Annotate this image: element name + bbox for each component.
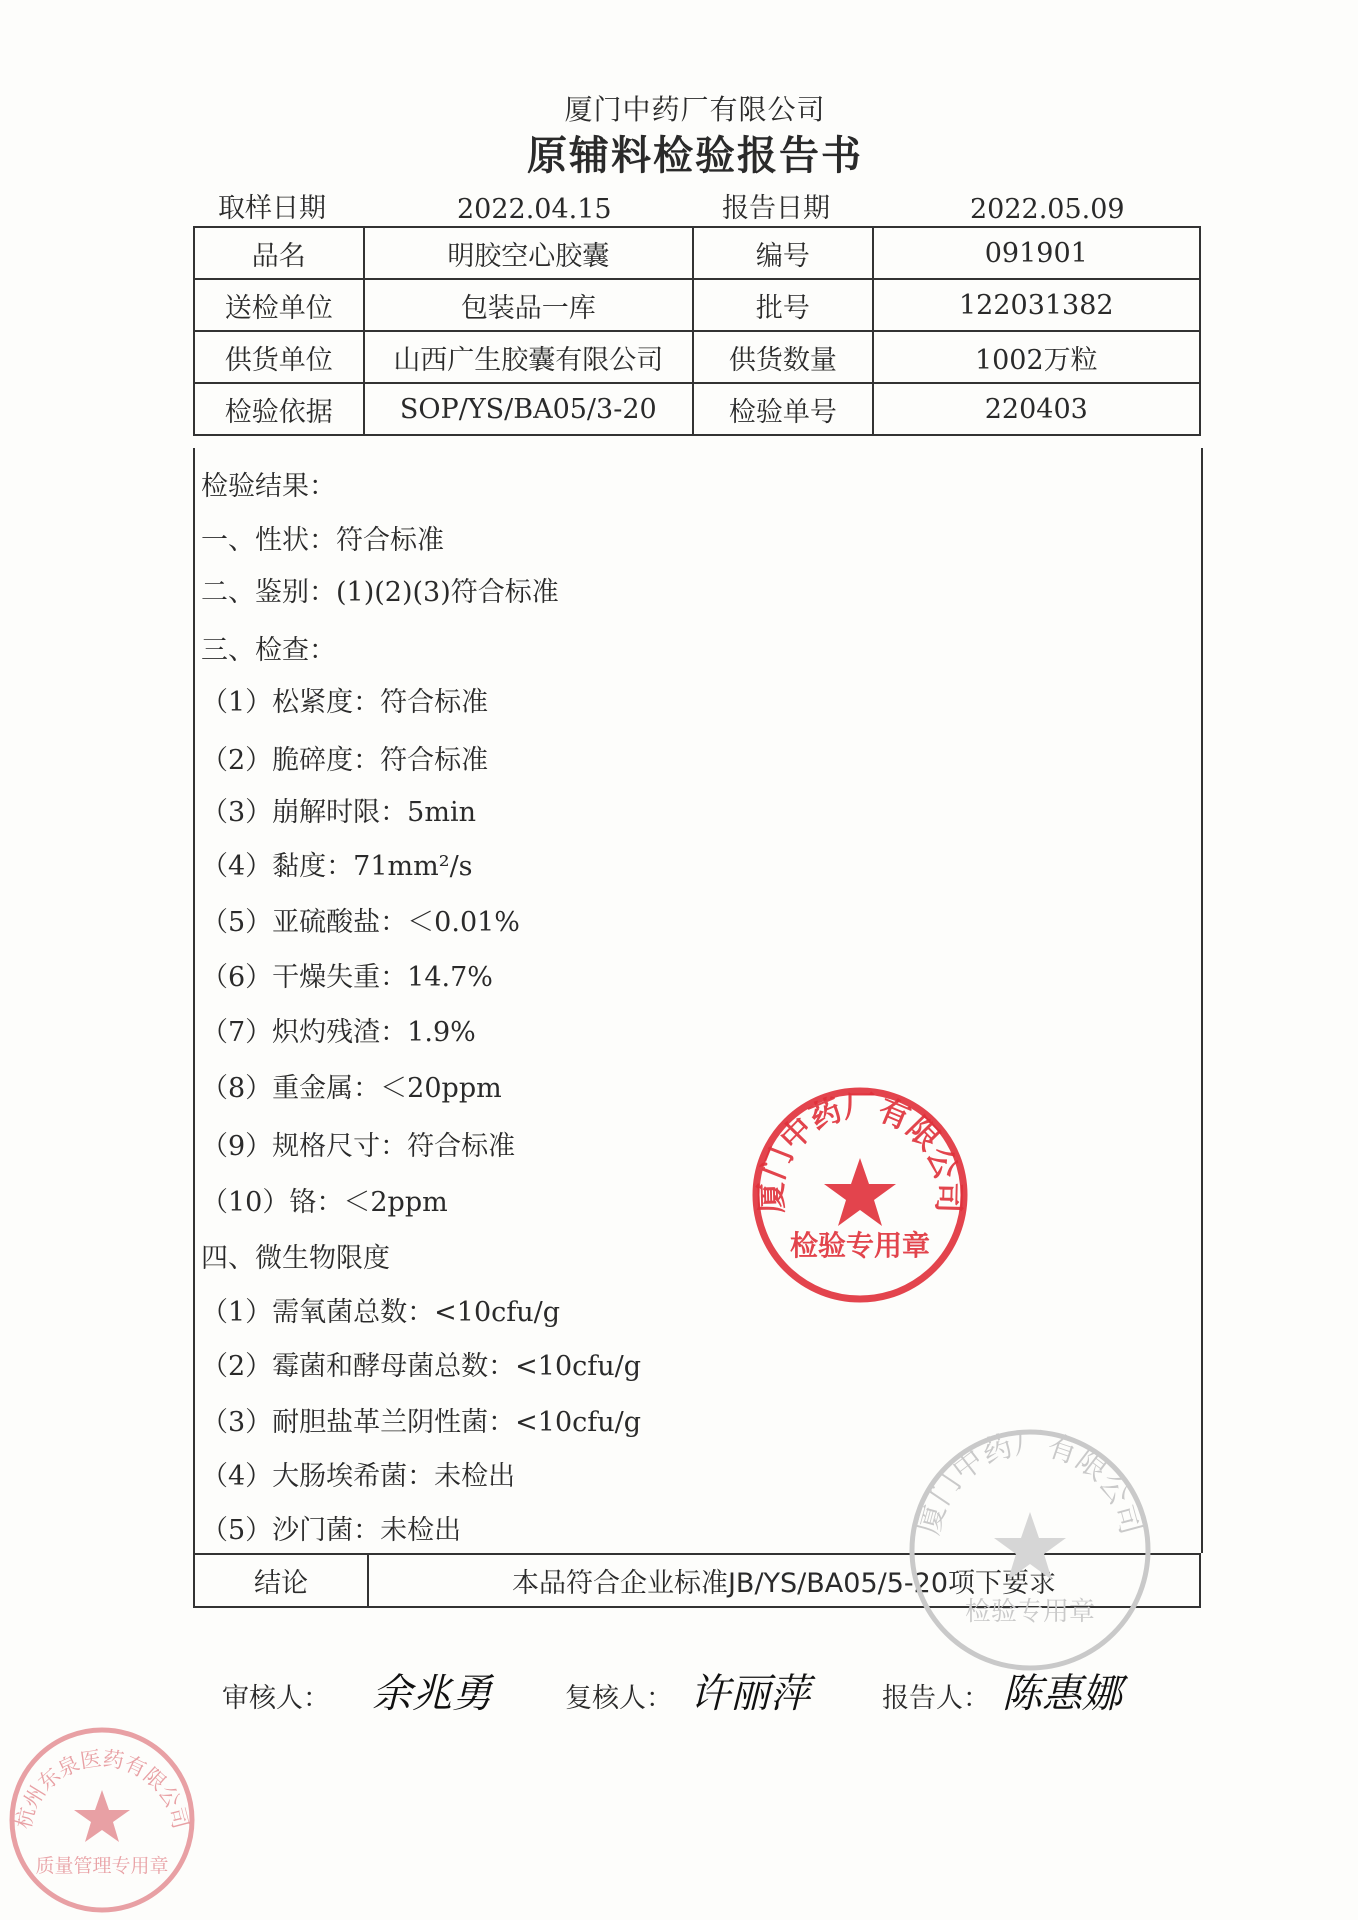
company-name: 厦门中药厂有限公司	[564, 93, 826, 126]
sampling-date-label: 取样日期	[218, 193, 326, 224]
result-line: （7）炽灼残渣：1.9%	[201, 1017, 476, 1048]
result-line: （8）重金属：＜20ppm	[201, 1073, 502, 1104]
sampling-date-value: 2022.04.15	[457, 194, 612, 225]
result-line: （4）大肠埃希菌：未检出	[201, 1461, 516, 1492]
seal-top-text: 厦门中药厂有限公司	[753, 1089, 967, 1214]
code-value: 091901	[873, 227, 1200, 279]
info-table	[193, 226, 1201, 436]
quantity-label: 供货数量	[693, 331, 872, 383]
supplier-value: 山西广生胶囊有限公司	[364, 331, 694, 383]
result-line: （1）松紧度：符合标准	[201, 687, 489, 718]
result-line: （5）亚硫酸盐：＜0.01%	[201, 907, 520, 938]
result-line: （3）崩解时限：5min	[201, 797, 476, 828]
basis-value: SOP/YS/BA05/3-20	[364, 383, 694, 435]
faded-seal-bottom-text: 检验专用章	[964, 1597, 1096, 1627]
results-section	[193, 448, 1203, 1553]
table-row	[194, 383, 1200, 435]
result-line: 四、微生物限度	[201, 1243, 390, 1274]
product-name-label: 品名	[194, 227, 364, 279]
report-date-value: 2022.05.09	[970, 194, 1125, 225]
reviewer-label: 审核人：	[222, 1683, 330, 1714]
reporter-signature: 陈惠娜	[1002, 1671, 1122, 1717]
code-label: 编号	[693, 227, 872, 279]
inspection-no-label: 检验单号	[693, 383, 872, 435]
faded-seal-top-text: 厦门中药厂有限公司	[911, 1426, 1149, 1539]
basis-label: 检验依据	[194, 383, 364, 435]
quantity-value: 1002万粒	[873, 331, 1200, 383]
result-line: 二、鉴别：(1)(2)(3)符合标准	[201, 577, 559, 608]
product-name-value: 明胶空心胶囊	[364, 227, 694, 279]
result-line: 三、检查：	[201, 635, 336, 666]
result-line: （1）需氧菌总数：<10cfu/g	[201, 1297, 561, 1328]
result-line: （10）铬：＜2ppm	[201, 1187, 448, 1218]
results-heading: 检验结果：	[201, 471, 336, 502]
table-row	[194, 279, 1200, 331]
reviewer-signature: 余兆勇	[372, 1671, 492, 1717]
batch-label: 批号	[693, 279, 872, 331]
sender-value: 包装品一库	[364, 279, 694, 331]
inspection-no-value: 220403	[873, 383, 1200, 435]
corner-seal-top-text: 杭州东泉医药有限公司	[11, 1746, 193, 1832]
result-line: （2）脆碎度：符合标准	[201, 745, 489, 776]
seal-bottom-text: 检验专用章	[789, 1229, 931, 1262]
result-line: （9）规格尺寸：符合标准	[201, 1131, 516, 1162]
sender-label: 送检单位	[194, 279, 364, 331]
result-line: （5）沙门菌：未检出	[201, 1515, 462, 1546]
report-date-label: 报告日期	[722, 193, 830, 224]
corner-seal-stamp	[2, 1720, 202, 1920]
document-title: 原辅料检验报告书	[527, 132, 863, 179]
result-line: （3）耐胆盐革兰阴性菌：<10cfu/g	[201, 1407, 642, 1438]
result-line: （2）霉菌和酵母菌总数：<10cfu/g	[201, 1351, 642, 1382]
result-line: 一、性状：符合标准	[201, 525, 444, 556]
rechecker-label: 复核人：	[565, 1683, 673, 1714]
rechecker-signature: 许丽萍	[690, 1671, 810, 1717]
faded-seal-stamp	[900, 1420, 1160, 1680]
batch-value: 122031382	[873, 279, 1200, 331]
conclusion-value: 本品符合企业标准JB/YS/BA05/5-20项下要求	[511, 1568, 1057, 1599]
result-line: （6）干燥失重：14.7%	[201, 962, 493, 993]
corner-seal-bottom-text: 质量管理专用章	[35, 1855, 169, 1877]
inspection-seal-stamp	[745, 1080, 975, 1310]
table-row	[194, 227, 1200, 279]
reporter-label: 报告人：	[882, 1683, 990, 1714]
table-row	[194, 331, 1200, 383]
conclusion-label: 结论	[195, 1555, 369, 1606]
supplier-label: 供货单位	[194, 331, 364, 383]
result-line: （4）黏度：71mm²/s	[201, 851, 473, 882]
